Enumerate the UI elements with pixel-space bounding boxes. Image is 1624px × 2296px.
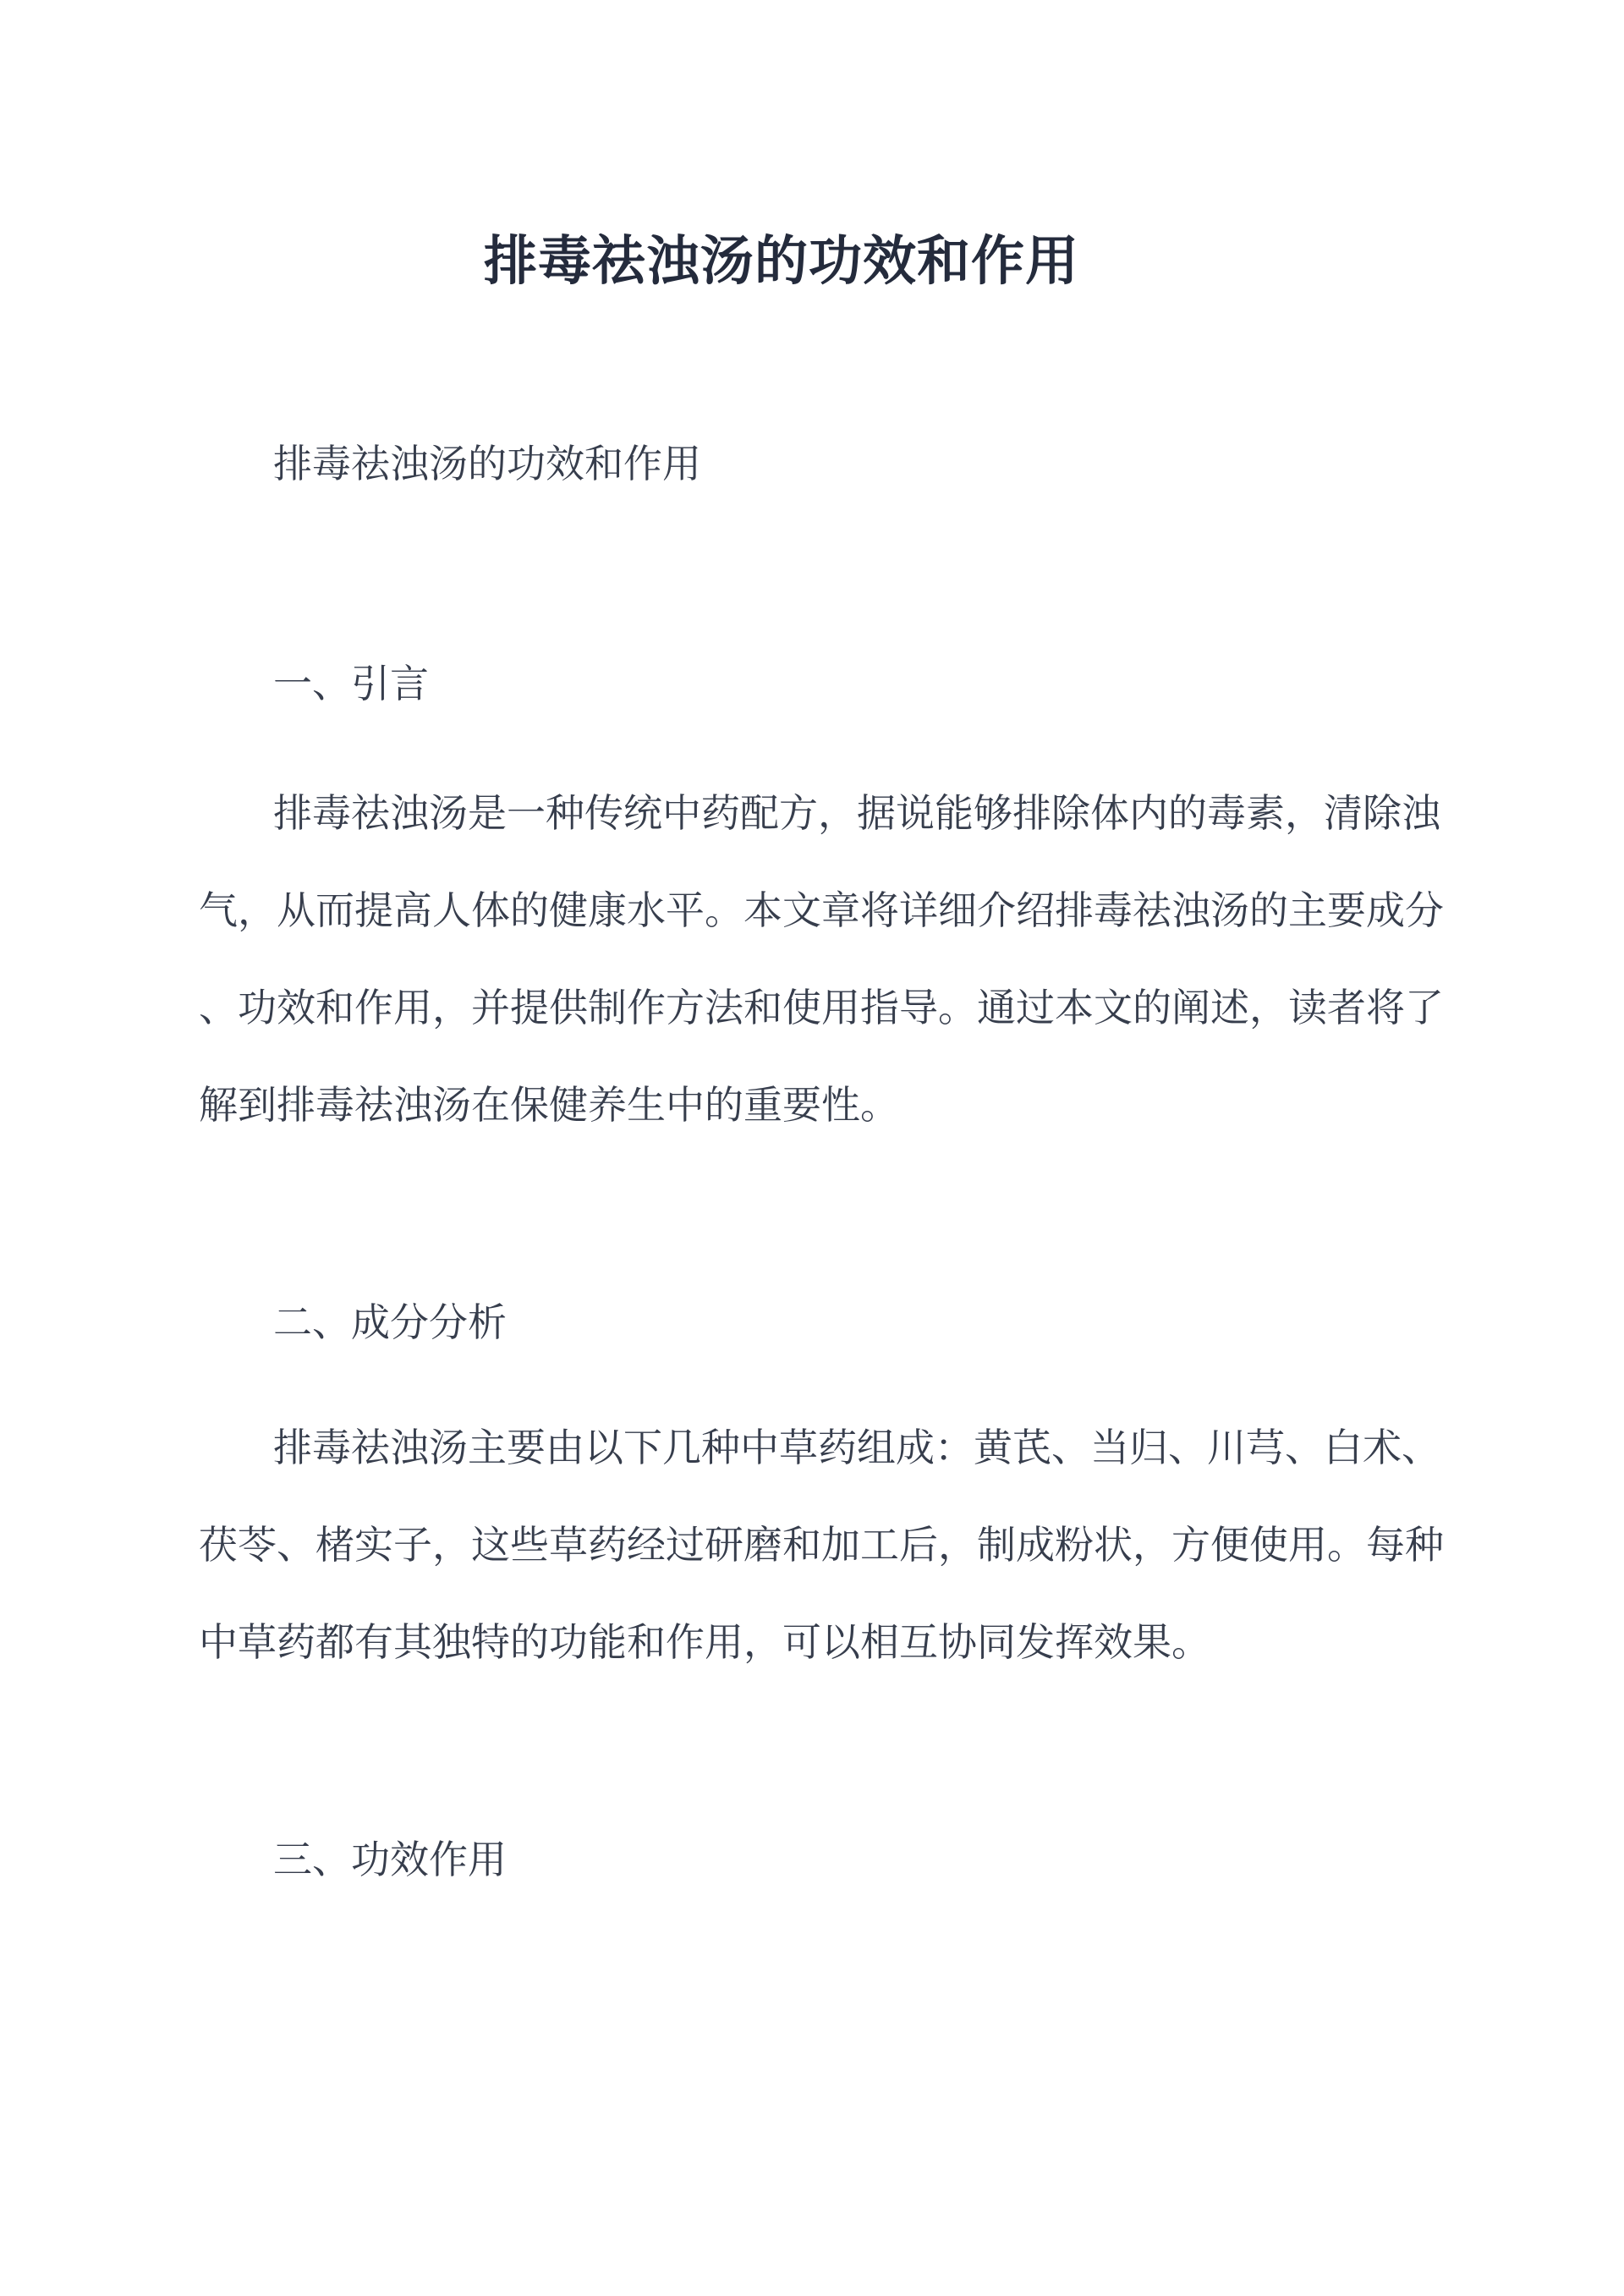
paragraph-line: 解到排毒祛浊汤在保健养生中的重要性。 [199, 1084, 899, 1127]
paragraph-line: 气，从而提高人体的健康水平。本文章将详细介绍排毒祛浊汤的主要成分 [199, 889, 1444, 932]
paragraph-line: 中草药都有其独特的功能和作用，可以相互协同发挥效果。 [199, 1621, 1210, 1664]
paragraph-components [199, 1399, 1468, 1691]
section-heading-introduction: 一、引言 [273, 662, 429, 706]
section-heading-effects: 三、功效作用 [273, 1838, 507, 1881]
doc-subtitle: 排毒祛浊汤的功效和作用 [273, 442, 701, 486]
section-heading-components: 二、成分分析 [273, 1301, 507, 1344]
paragraph-introduction [199, 765, 1468, 1154]
page-title: 排毒祛浊汤的功效和作用 [484, 232, 1079, 292]
paragraph-line: 排毒祛浊汤是一种传统中药配方，据说能够排除体内的毒素，清除浊 [273, 792, 1440, 835]
paragraph-line: 茯苓、楮实子，这些草药经过研磨和加工后，制成粉状，方便使用。每种 [199, 1524, 1444, 1567]
paragraph-line: 排毒祛浊汤主要由以下几种中草药组成：黄芪、当归、川芎、白术、 [273, 1426, 1440, 1469]
paragraph-line: 、功效和作用，并提供制作方法和使用指导。通过本文的阐述，读者将了 [199, 986, 1444, 1030]
